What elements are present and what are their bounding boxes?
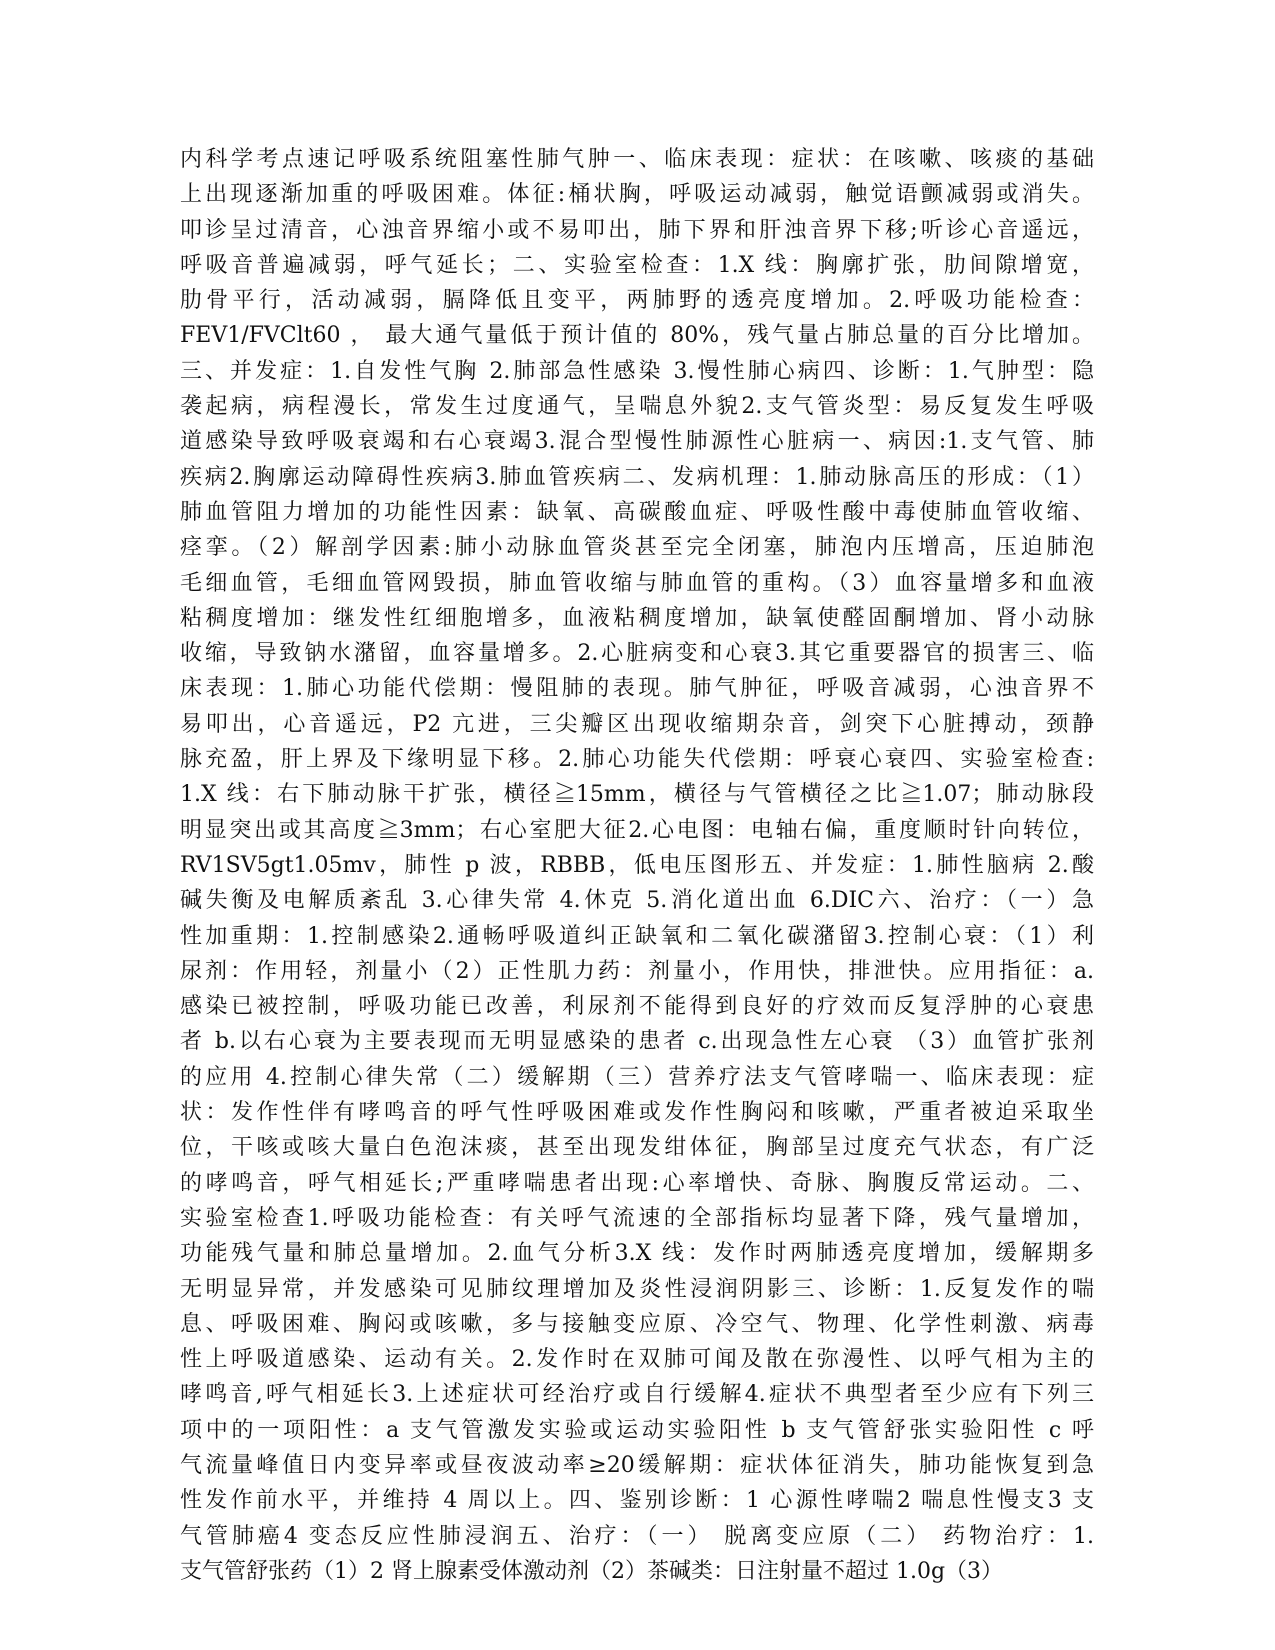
text-line: 的哮鸣音，呼气相延长;严重哮喘患者出现:心率增快、奇脉、胸腹反常运动。二、	[180, 1170, 1094, 1196]
text-line: 碱失衡及电解质紊乱 3.心律失常 4.休克 5.消化道出血 6.DIC六、治疗：（一）急	[180, 888, 1094, 914]
text-line: 性上呼吸道感染、运动有关。2.发作时在双肺可闻及散在弥漫性、以呼气相为主的	[180, 1347, 1094, 1373]
text-line: 肋骨平行，活动减弱，膈降低且变平，两肺野的透亮度增加。2.呼吸功能检查：	[180, 288, 1094, 314]
body-text	[180, 142, 1094, 1589]
text-line: 痉挛。（2）解剖学因素:肺小动脉血管炎甚至完全闭塞，肺泡内压增高，压迫肺泡	[180, 535, 1094, 561]
text-line: 性加重期：1.控制感染2.通畅呼吸道纠正缺氧和二氧化碳潴留3.控制心衰：（1）利	[180, 923, 1094, 949]
text-line: 状：发作性伴有哮鸣音的呼气性呼吸困难或发作性胸闷和咳嗽，严重者被迫采取坐	[180, 1100, 1094, 1126]
text-line: 脉充盈，肝上界及下缘明显下移。2.肺心功能失代偿期：呼衰心衰四、实验室检查:	[180, 747, 1094, 773]
text-line: 感染已被控制，呼吸功能已改善，利尿剂不能得到良好的疗效而反复浮肿的心衰患	[180, 994, 1094, 1020]
text-line: 哮鸣音,呼气相延长3.上述症状可经治疗或自行缓解4.症状不典型者至少应有下列三	[180, 1382, 1094, 1408]
text-line: 易叩出，心音遥远，P2 亢进，三尖瓣区出现收缩期杂音，剑突下心脏搏动，颈静	[180, 711, 1094, 737]
text-line: 1.X 线：右下肺动脉干扩张，横径≧15mm，横径与气管横径之比≧1.07；肺动脉段	[180, 782, 1094, 808]
text-line: 项中的一项阳性：a 支气管激发实验或运动实验阳性 b 支气管舒张实验阳性 c 呼	[180, 1417, 1094, 1443]
text-line: 上出现逐渐加重的呼吸困难。体征:桶状胸，呼吸运动减弱，触觉语颤减弱或消失。	[180, 182, 1094, 208]
text-line: 尿剂：作用轻，剂量小（2）正性肌力药：剂量小，作用快，排泄快。应用指征：a.	[180, 958, 1094, 984]
text-line: 三、并发症：1.自发性气胸 2.肺部急性感染 3.慢性肺心病四、诊断：1.气肿型：隐	[180, 358, 1094, 384]
text-line: 收缩，导致钠水潴留，血容量增多。2.心脏病变和心衰3.其它重要器官的损害三、临	[180, 641, 1094, 667]
text-line: 明显突出或其高度≧3mm；右心室肥大征2.心电图：电轴右偏，重度顺时针向转位，	[180, 817, 1094, 843]
text-line: 道感染导致呼吸衰竭和右心衰竭3.混合型慢性肺源性心脏病一、病因:1.支气管、肺	[180, 429, 1094, 455]
text-line: 实验室检查1.呼吸功能检查：有关呼气流速的全部指标均显著下降，残气量增加，	[180, 1205, 1094, 1231]
text-line: 气管肺癌4 变态反应性肺浸润五、治疗：（一） 脱离变应原（二） 药物治疗：1.	[180, 1523, 1094, 1549]
text-line: 内科学考点速记呼吸系统阻塞性肺气肿一、临床表现：症状：在咳嗽、咳痰的基础	[180, 147, 1094, 172]
text-line: 者 b.以右心衰为主要表现而无明显感染的患者 c.出现急性左心衰 （3）血管扩张剂	[180, 1029, 1094, 1055]
text-line: 疾病2.胸廓运动障碍性疾病3.肺血管疾病二、发病机理：1.肺动脉高压的形成：（1）	[180, 464, 1094, 490]
text-line: 叩诊呈过清音，心浊音界缩小或不易叩出，肺下界和肝浊音界下移;听诊心音遥远，	[180, 217, 1094, 243]
text-line: 气流量峰值日内变异率或昼夜波动率≥20缓解期：症状体征消失，肺功能恢复到急	[180, 1452, 1094, 1478]
text-line: 无明显异常，并发感染可见肺纹理增加及炎性浸润阴影三、诊断：1.反复发作的喘	[180, 1276, 1094, 1302]
text-line: 袭起病，病程漫长，常发生过度通气，呈喘息外貌2.支气管炎型：易反复发生呼吸	[180, 394, 1094, 420]
text-line: RV1SV5gt1.05mv，肺性 p 波，RBBB，低电压图形五、并发症：1.肺性脑病 2.酸	[180, 852, 1094, 878]
text-line: 肺血管阻力增加的功能性因素：缺氧、高碳酸血症、呼吸性酸中毒使肺血管收缩、	[180, 499, 1094, 525]
text-line: 性发作前水平，并维持 4 周以上。四、鉴别诊断：1 心源性哮喘2 喘息性慢支3 支	[180, 1488, 1094, 1514]
text-line: 呼吸音普遍减弱，呼气延长；二、实验室检查：1.X 线：胸廓扩张，肋间隙增宽，	[180, 252, 1094, 278]
text-line: 粘稠度增加：继发性红细胞增多，血液粘稠度增加，缺氧使醛固酮增加、肾小动脉	[180, 605, 1094, 631]
text-line: 的应用 4.控制心律失常（二）缓解期（三）营养疗法支气管哮喘一、临床表现：症	[180, 1064, 1094, 1090]
text-line: 功能残气量和肺总量增加。2.血气分析3.X 线：发作时两肺透亮度增加，缓解期多	[180, 1241, 1094, 1267]
text-line: 支气管舒张药（1）2 肾上腺素受体激动剂（2）茶碱类：日注射量不超过 1.0g（3）	[180, 1558, 1004, 1584]
text-line: 息、呼吸困难、胸闷或咳嗽，多与接触变应原、冷空气、物理、化学性刺激、病毒	[180, 1311, 1094, 1337]
text-line: 床表现：1.肺心功能代偿期：慢阻肺的表现。肺气肿征，呼吸音减弱，心浊音界不	[180, 676, 1094, 702]
text-line: 位，干咳或咳大量白色泡沫痰，甚至出现发绀体征，胸部呈过度充气状态，有广泛	[180, 1135, 1094, 1161]
text-line: FEV1/FVClt60 ， 最大通气量低于预计值的 80%，残气量占肺总量的百分比增加。	[180, 323, 1094, 349]
text-line: 毛细血管，毛细血管网毁损，肺血管收缩与肺血管的重构。（3）血容量增多和血液	[180, 570, 1094, 596]
